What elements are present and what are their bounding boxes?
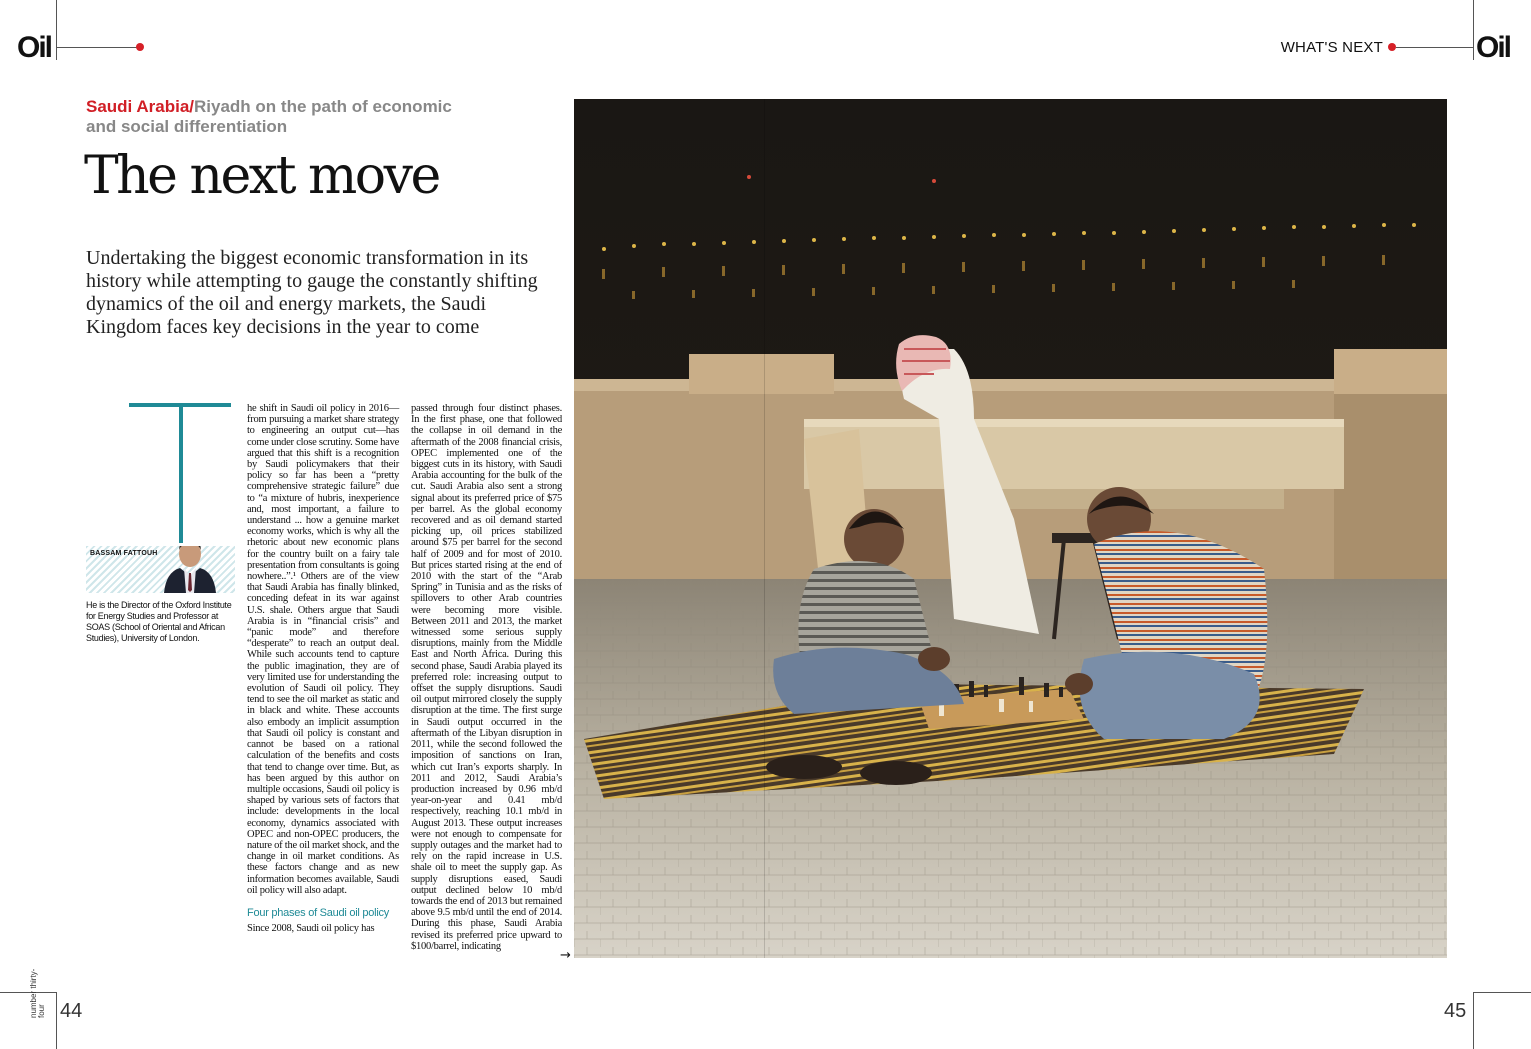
author-photo bbox=[162, 546, 218, 593]
author-box bbox=[86, 546, 235, 593]
header-rule bbox=[57, 47, 137, 48]
page-number-left: 44 bbox=[60, 1000, 83, 1022]
crop-mark bbox=[1473, 992, 1474, 1049]
subhead: Four phases of Saudi oil policy bbox=[247, 906, 390, 919]
kicker-country: Saudi Arabia/ bbox=[86, 97, 195, 116]
issue-label: number thirty-four bbox=[29, 968, 46, 1018]
red-dot-icon bbox=[136, 43, 144, 51]
arrow-right-icon: → bbox=[560, 948, 571, 963]
crop-mark bbox=[56, 992, 57, 1049]
header-rule bbox=[1396, 47, 1474, 48]
magazine-logo: Oil bbox=[17, 31, 52, 64]
crop-mark bbox=[1473, 0, 1474, 60]
kicker bbox=[86, 97, 466, 137]
crop-mark bbox=[0, 992, 56, 993]
author-name: BASSAM FATTOUH bbox=[90, 550, 158, 557]
body-text: passed through four distinct phases. In the first phase, one that followed the collapse in oil demand in the aftermath of the 2008 financial crisis, OPEC implemented one of the biggest cuts in its history, with Saudi Arabia accounting for the bulk of the cut. Saudi Arabia also sent a strong signal about its preferred price of $75 per barrel. As the global economy recovered and as oil demand started picking up, oil prices stabilized around $75 per barrel for the second half of 2009 and for most of 2010. But prices started rising at the end of 2010 with the start of the “Arab Spring” in Tunisia and as the risks of spillovers to other Arab countries were becoming more visible. Between 2011 and 2013, the market witnessed some serious supply disruptions, mainly from the Middle East and North Africa. During this second phase, Saudi Arabia played its preferred role: increasing output to offset the supply disruptions. Saudi oil output mirrored closely the supply disruption at the time. The first surge in Saudi output occurred in the aftermath of the Libyan disruption in 2011, while the second followed the imposition of sanctions on Iran, which cut Iran’s exports sharply. In 2011 and 2012, Saudi Arabia’s production increased by 0.96 mb/d year-on-year and 0.41 mb/d respectively, reaching 10.1 mb/d in August 2013. These output increases were not enough to compensate for supply outages and the market had to rely on the rapid increase in U.S. shale oil to meet the supply gap. As supply disruptions eased, Saudi output declined below 10 mb/d towards the end of 2013 but remained above 9.5 mb/d until the end of 2014. During this phase, Saudi Arabia revised its preferred price upward to $100/barrel, indicating bbox=[411, 403, 562, 952]
magazine-logo: Oil bbox=[1476, 31, 1511, 64]
author-bio: He is the Director of the Oxford Institute for Energy Studies and Professor at SOAS (School of Oriental and African Studies), University of London. bbox=[86, 600, 232, 643]
article-photo bbox=[574, 99, 1447, 958]
article-title: The next move bbox=[84, 146, 439, 206]
red-dot-icon bbox=[1388, 43, 1396, 51]
body-text: Since 2008, Saudi oil policy has bbox=[247, 922, 375, 934]
kicker-text: Riyadh on the path of economic and social differentiation bbox=[86, 97, 452, 136]
crop-mark bbox=[56, 0, 57, 60]
body-column-2 bbox=[411, 403, 562, 960]
drop-cap-t-stem bbox=[179, 403, 183, 543]
chess-players-photo bbox=[574, 99, 1447, 958]
page-number-right: 45 bbox=[1444, 1000, 1467, 1022]
body-column-1 bbox=[247, 403, 399, 934]
body-text: he shift in Saudi oil policy in 2016—from pursuing a market share strategy to engineering an output cut—has come under close scrutiny. Some have argued that this shift is a recognition by Saudi policymakers that their policy so far has been a “pretty comprehensive strategic failure” due to “a mixture of hubris, inexperience and, most important, a failure to understand ... how a genuine market economy works, which is why all the rhetoric about new economic plans for the country built on a fairy tale presentation from consultants is going nowhere..”.¹ Others are of the view that Saudi Arabia has finally blinked, conceding defeat in its war against U.S. shale. Others argue that Saudi Arabia is in “financial crisis” and “panic mode” and therefore “desperate” to reach an output deal. While such accounts tend to capture the public imagination, they are of very limited use for understanding the evolution of Saudi oil policy. They tend to see the oil market as static and in black and white. These accounts also embody an implicit assumption that Saudi oil policy is constant and cannot be based on a rational calculation of the benefits and costs that tend to change over time. But, as has been argued by this author on multiple occasions, Saudi oil policy is shaped by various sets of factors that include: developments in the local economy, dynamics associated with OPEC and non-OPEC producers, the nature of the oil market shock, and the change in oil market conditions. As these factors change and as new information becomes available, Saudi oil policy will also adapt. bbox=[247, 403, 399, 896]
section-label: WHAT'S NEXT bbox=[1280, 39, 1383, 56]
standfirst: Undertaking the biggest economic transformation in its history while attempting to gauge the constantly shifting dynamics of the oil and energy markets, the Saudi Kingdom faces key decisions in the year to come bbox=[86, 247, 538, 338]
crop-mark bbox=[1473, 992, 1531, 993]
